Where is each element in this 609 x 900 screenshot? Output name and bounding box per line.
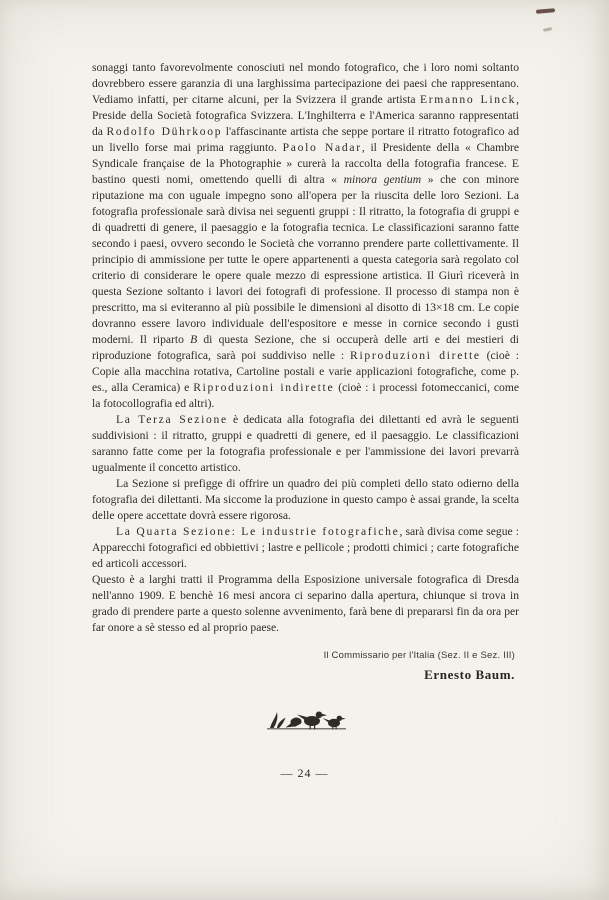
- text-segment: , Preside della Società fotografica Svizzera. L'Inghilterra e l'America saranno rappresentati da: [92, 93, 519, 138]
- paragraphs-container: [92, 60, 519, 636]
- text-segment: (cioè : Copie alla macchina rotativa, Cartoline postali e varie applicazioni fotografiche, come p. es., alla Ceramica) e: [92, 349, 519, 394]
- text-segment: , il Presidente della « Chambre Syndicale française de la Photographie » curerà la raccolta della fotografia francese. E bastino questi nomi, omettendo quelli di altra «: [92, 141, 519, 186]
- text-segment-spaced: La Quarta Sezione: Le industrie fotografiche: [116, 525, 400, 538]
- text-segment-spaced: Rodolfo Dührkoop: [106, 125, 223, 138]
- text-segment: l'affascinante artista che seppe portare il ritratto fotografico ad un livello forse mai prima raggiunto.: [92, 125, 520, 154]
- text-segment-spaced: Riproduzioni dirette: [350, 349, 481, 362]
- body-text: [92, 60, 519, 736]
- ink-smudge: [543, 27, 552, 31]
- text-segment-spaced: La Terza Sezione: [116, 413, 228, 426]
- signature-role: Il Commissario per l'Italia (Sez. II e Sez. III): [323, 650, 515, 661]
- text-segment: , sarà divisa come segue : Apparecchi fotografici ed obbiettivi ; lastre e pellicole ; prodotti chimici ; carte fotografiche ed articoli accessori.: [92, 525, 519, 570]
- text-segment-italic: minora gentium: [343, 173, 422, 186]
- text-segment: » che con minore riputazione ma con uguale impegno sono all'opera per la riuscita delle loro Sezioni. La fotografia professionale sarà divisa nei seguenti gruppi : Il ritratto, la fotografia di gruppi e di quadretti di genere, il paesaggio e la fotografia tecnica. Le classificazioni saranno fatte secondo i paesi, ovvero secondo le Società che vorranno prendere parte collettivamente. Il principio di ammissione per tutte le opere appartenenti a questa categoria sarà regolato col criterio di considerare le opere quale mezzo di espressione artistica. Il Giurì riceverà in questa Sezione soltanto i lavori dei fotografi di professione. Il processo di stampa non è prescritto, ma si eviteranno al più possibile le dimensioni al disotto di 13×18 cm. Le copie dovranno essere lavoro individuale dell'espositore e messe in cornice secondo i gusti moderni. Il riparto: [92, 173, 520, 346]
- text-segment: La Sezione si prefigge di offrire un quadro dei più completi dello stato odierno della fotografia dei dilettanti. Ma siccome la produzione in questo campo è assai grande, la scelta delle opere accettate dovrà essere rigorosa.: [92, 477, 519, 522]
- text-segment: Questo è a larghi tratti il Programma della Esposizione universale fotografica di Dresda nell'anno 1909. E benchè 16 mesi ancora ci separino dalla apertura, chiunque si trova in grado di prendere parte a questo solenne avvenimento, farà bene di prepararsi fin da ora per far onore a sè stesso ed al proprio paese.: [92, 573, 519, 634]
- text-segment: è dedicata alla fotografia dei dilettanti ed avrà le seguenti suddivisioni : il ritratto, gruppi e quadretti di genere, ed il paesaggio. Le classificazioni saranno fatte come per la fotografia professionale e per l'ammissione dei lavori prevarrà ugualmente il concetto artistico.: [92, 413, 519, 474]
- ink-mark: [534, 6, 560, 36]
- birds-ornament: [92, 699, 519, 736]
- paragraph: [92, 524, 519, 572]
- text-segment-italic: B: [190, 333, 198, 346]
- text-segment-spaced: Ermanno Linck: [419, 93, 517, 106]
- text-segment: di questa Sezione, che si occuperà delle arti e dei mestieri di riproduzione fotografica, sarà poi suddiviso nelle :: [92, 333, 520, 362]
- paragraph: [92, 572, 519, 636]
- ink-stroke: [536, 8, 555, 13]
- signature-block: [92, 648, 519, 683]
- paragraph: [92, 412, 519, 476]
- text-segment-spaced: Riproduzioni indirette: [193, 381, 335, 394]
- page-number: — 24 —: [280, 766, 329, 780]
- signature-name: Ernesto Baum.: [424, 667, 515, 682]
- paragraph: [92, 476, 519, 524]
- paragraph: [92, 60, 519, 412]
- text-segment: (cioè : i processi fotomeccanici, come la fotocollografia ed altri).: [92, 381, 519, 410]
- text-segment: sonaggi tanto favorevolmente conosciuti nel mondo fotografico, che i loro nomi soltanto dovrebbero essere garanzia di una larghissima partecipazione dei paesi che rappresentano. Vediamo infatti, per citarne alcuni, per la Svizzera il grande artista: [92, 61, 519, 106]
- text-segment-spaced: Paolo Nadar: [282, 141, 362, 154]
- birds-ornament-svg: [264, 699, 348, 731]
